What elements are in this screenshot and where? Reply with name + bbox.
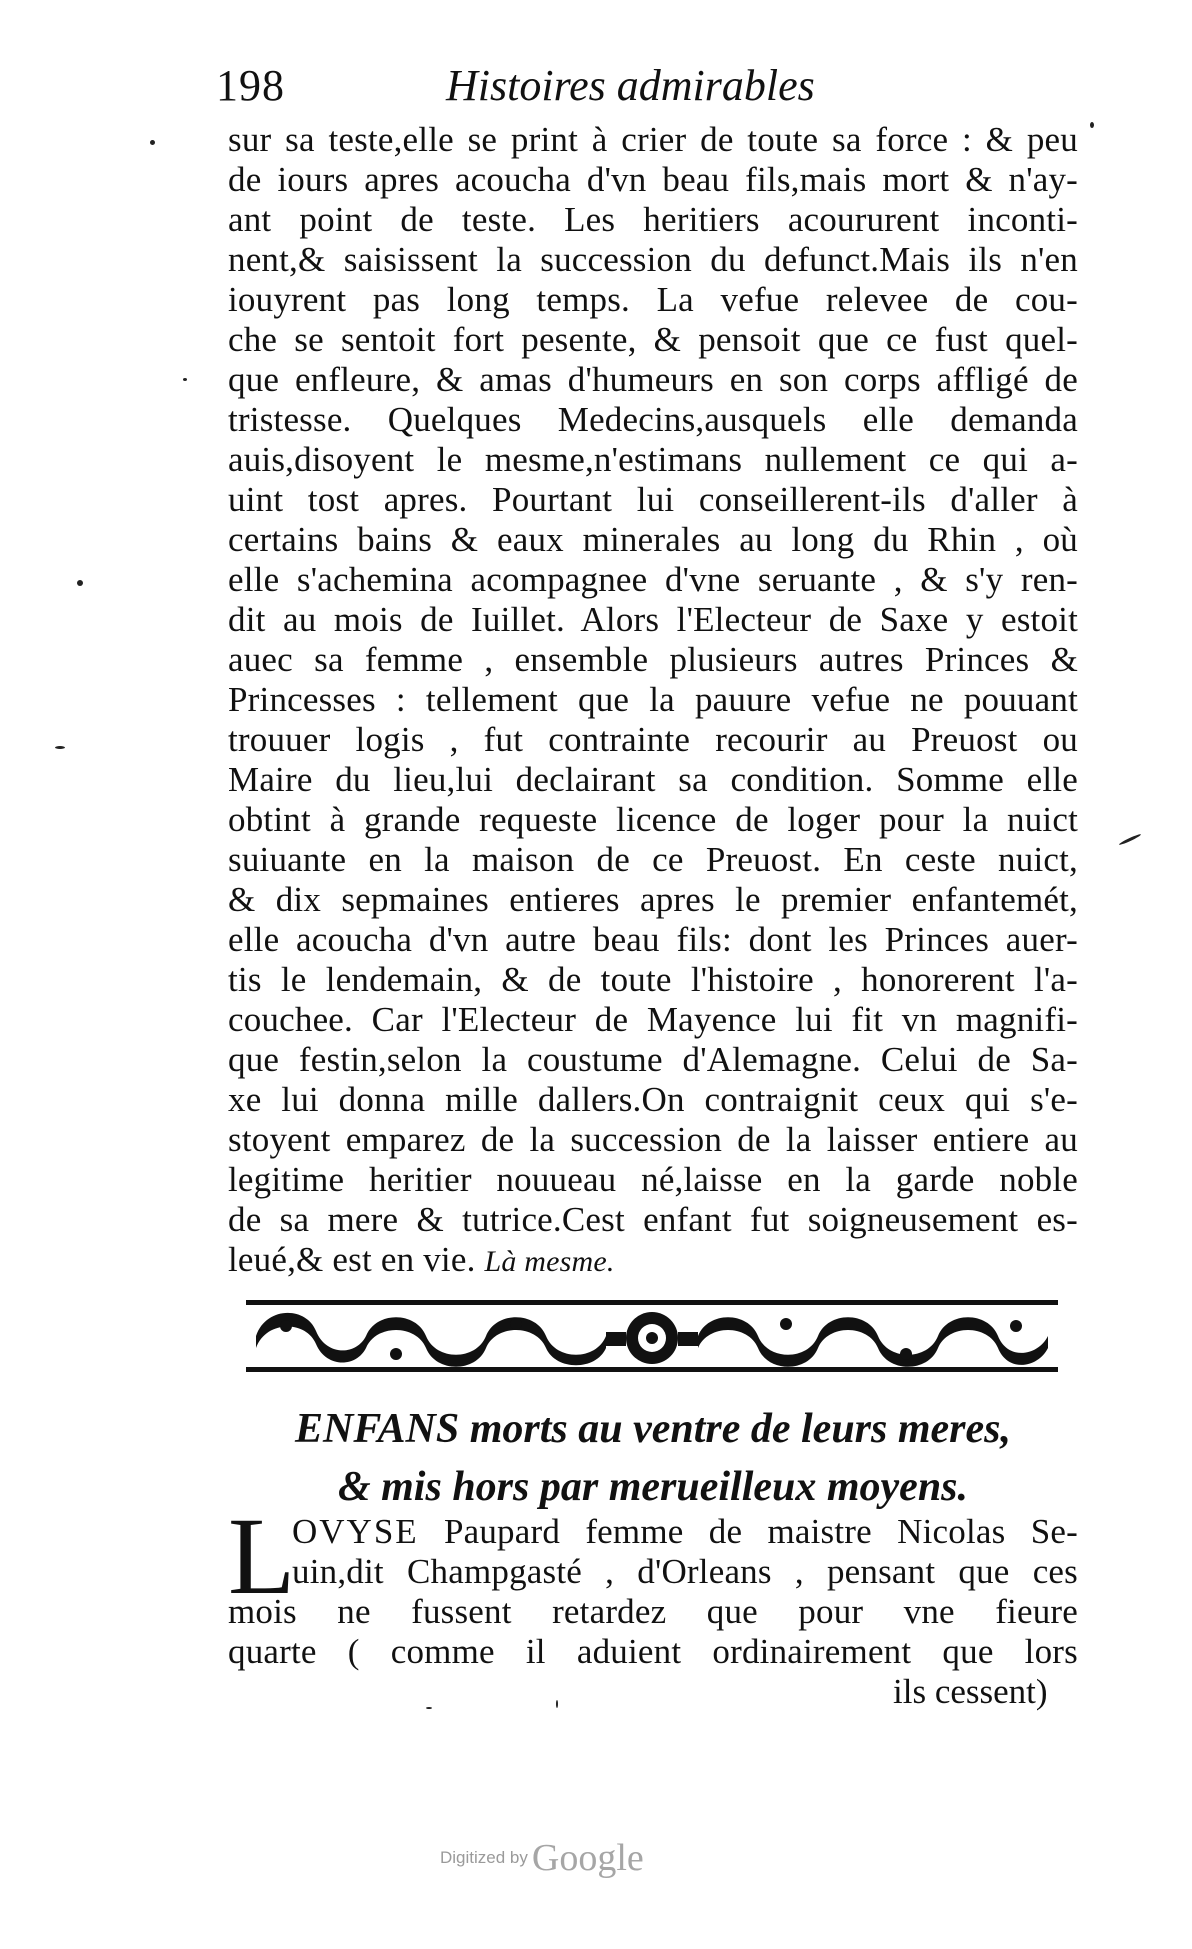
heading-line-1: ENFANS morts au ventre de leurs meres, (294, 1406, 1012, 1452)
text-line: xe lui donna mille dallers.On contraignit ceux qui s'e- (228, 1080, 1078, 1119)
ink-speck (1090, 122, 1094, 128)
text-line: certains bains & eaux minerales au long du Rhin , où (228, 520, 1078, 559)
watermark-logo-text: Google (531, 1837, 644, 1879)
text-line: nent,& saisissent la succession du defunct.Mais ils n'en (228, 240, 1078, 279)
text-line: sur sa teste,elle se print à crier de toute sa force : & peu (228, 120, 1078, 159)
running-title: Histoires admirables (446, 61, 815, 110)
source-note: Là mesme. (484, 1245, 615, 1278)
watermark-small-text: Digitized by (440, 1848, 528, 1867)
text-line: legitime heritier nouueau né,laisse en la garde noble (228, 1160, 1078, 1199)
text-line: suiuante en la maison de ce Preuost. En ceste nuict, (228, 840, 1078, 879)
text-line: che se sentoit fort pesente, & pensoit que ce fust quel- (228, 320, 1078, 359)
text-line: de sa mere & tutrice.Cest enfant fut soigneusement es- (228, 1200, 1078, 1239)
catchword: ils cessent) (893, 1672, 1048, 1711)
text-line: auec sa femme , ensemble plusieurs autres Princes & (228, 640, 1078, 679)
text-line: uin,dit Champgasté , d'Orleans , pensant que ces (292, 1552, 1078, 1591)
text-line: tristesse. Quelques Medecins,ausquels elle demanda (228, 400, 1078, 439)
text-line: de iours apres acoucha d'vn beau fils,mais mort & n'ay- (228, 160, 1078, 199)
digitized-watermark (440, 1836, 760, 1886)
text-line: uint tost apres. Pourtant lui conseillerent-ils d'aller à (228, 480, 1078, 519)
ink-speck (150, 140, 155, 145)
text-line: que festin,selon la coustume d'Alemagne. Celui de Sa- (228, 1040, 1078, 1079)
last-text-line (228, 1240, 1078, 1280)
text-line: tis le lendemain, & de toute l'histoire , honorerent l'a- (228, 960, 1078, 999)
ink-speck (1118, 833, 1141, 846)
text-line: quarte ( comme il aduient ordinairement que lors (228, 1632, 1078, 1671)
decorative-headpiece (246, 1296, 1058, 1376)
section-heading (228, 1400, 1078, 1516)
heading-line-2: & mis hors par merueilleux moyens. (337, 1464, 969, 1510)
text-line: auis,disoyent le mesme,n'estimans nullement ce qui a- (228, 440, 1078, 479)
text-line: dit au mois de Iuillet. Alors l'Electeur de Saxe y estoit (228, 600, 1078, 639)
text-line: que enfleure, & amas d'humeurs en son corps affligé de (228, 360, 1078, 399)
ink-speck (55, 746, 65, 749)
line-1-rest: Paupard femme de maistre Nicolas Se- (418, 1512, 1078, 1551)
text-line: trouuer logis , fut contrainte recourir au Preuost ou (228, 720, 1078, 759)
text-line: obtint à grande requeste licence de loger pour la nuict (228, 800, 1078, 839)
text-line: stoyent emparez de la succession de la laisser entiere au (228, 1120, 1078, 1159)
text-line (228, 1512, 1078, 1552)
text-line: Maire du lieu,lui declairant sa condition. Somme elle (228, 760, 1078, 799)
text-line: mois ne fussent retardez que pour vne fieure (228, 1592, 1078, 1631)
text-line: & dix sepmaines entieres apres le premier enfantemét, (228, 880, 1078, 919)
page-number: 198 (216, 61, 285, 110)
text-line: ant point de teste. Les heritiers acoururent inconti- (228, 200, 1078, 239)
second-section-text (228, 1495, 1078, 1672)
ink-speck (556, 1700, 558, 1708)
text-line: Princesses : tellement que la pauure vefue ne pouuant (228, 680, 1078, 719)
page-header (216, 60, 866, 120)
ink-speck (77, 580, 83, 586)
ink-speck (183, 378, 187, 381)
last-line-text: leué,& est en vie. (228, 1240, 476, 1279)
first-word-rest: OVYSE (292, 1512, 419, 1551)
drop-cap: L (228, 1495, 296, 1617)
first-section-text (228, 120, 1078, 1280)
text-line: elle s'achemina acompagnee d'vne seruante , & s'y ren- (228, 560, 1078, 599)
text-line: couchee. Car l'Electeur de Mayence lui fit vn magnifi- (228, 1000, 1078, 1039)
ink-speck (426, 1707, 432, 1709)
text-line: elle acoucha d'vn autre beau fils: dont les Princes auer- (228, 920, 1078, 959)
text-line: iouyrent pas long temps. La vefue relevee de cou- (228, 280, 1078, 319)
